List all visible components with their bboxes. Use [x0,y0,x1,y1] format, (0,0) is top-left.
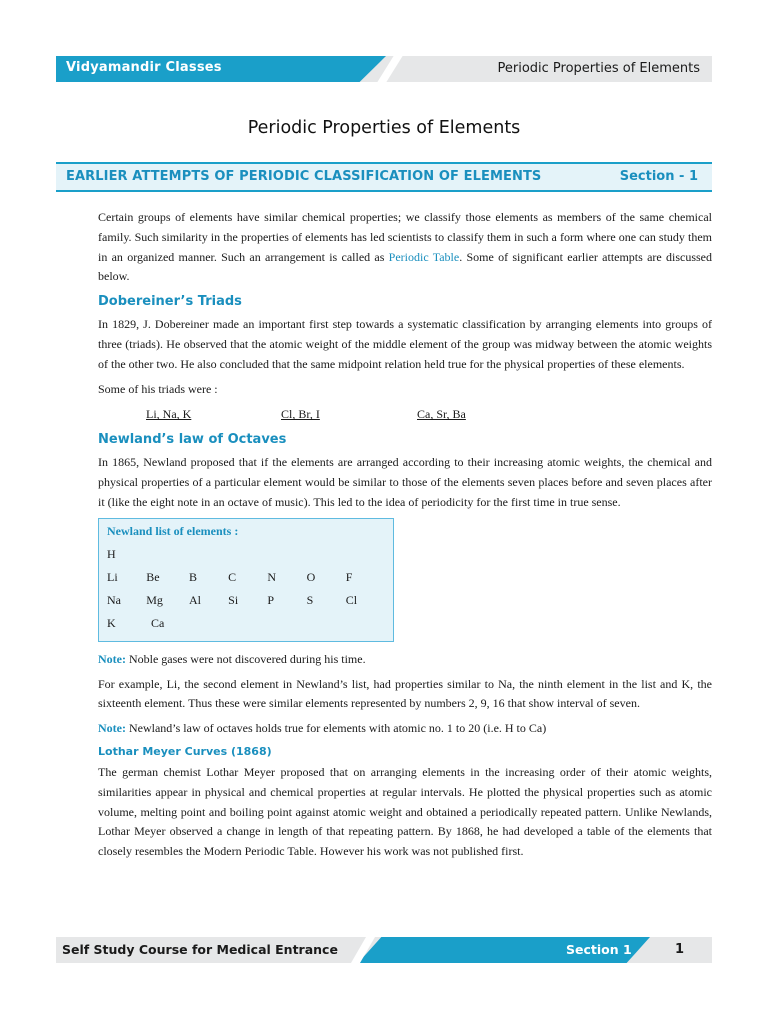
section-number: Section - 1 [619,169,698,184]
note-text: Noble gases were not discovered during his time. [125,651,366,666]
header-topic: Periodic Properties of Elements [497,61,700,76]
element-symbol: Ca [151,615,165,630]
triads-list [146,407,712,422]
newland-row [107,612,385,635]
lothar-heading: Lothar Meyer Curves (1868) [98,744,272,758]
page-footer [56,937,712,963]
element-symbol: Mg [146,592,163,607]
section-bar [56,162,712,192]
page-title: Periodic Properties of Elements [247,118,521,138]
periodic-table-term: Periodic Table [388,249,460,264]
triad-item: Cl, Br, I [281,407,320,422]
element-symbol: Na [107,592,121,607]
element-symbol: Si [228,592,239,607]
note-octaves [98,719,712,739]
footer-course: Self Study Course for Medical Entrance [62,942,338,957]
intro-paragraph [98,208,712,287]
newland-paragraph: In 1865, Newland proposed that if the elements are arranged according to their increasing atomic weights, the chemical and physical properties of a particular element would be similar to those of the elements seven places before and seven places after it (like the eight note in an octave of music). This led to the idea of periodicity for the first time in true sense. [98,455,712,509]
element-symbol: Li [107,569,118,584]
element-symbol: Be [146,569,160,584]
newland-list-title: Newland list of elements : [107,523,239,538]
note-noble-gases [98,650,712,670]
page-number: 1 [674,942,684,957]
element-symbol: O [306,569,316,584]
element-symbol: B [188,569,197,584]
note-text: Newland’s law of octaves holds true for elements with atomic no. 1 to 20 (i.e. H to Ca) [125,721,547,736]
intro-text: Certain groups of elements have similar chemical properties; we classify those elements as members of the same chemical family. Such similarity in the properties of elements has led scientists to classify them in such a form where one can study them in an organized manner. Such an arrangement is called as [98,210,712,264]
newland-row [107,543,385,566]
newland-example: For example, Li, the second element in Newland’s list, had properties similar to Na, the ninth element in the list and K, the sixteenth element. Thus these were similar elements represented by numbers 2, 9, 16 that show interval of seven. [98,676,712,711]
newland-row [107,589,385,612]
triad-item: Ca, Sr, Ba [417,407,466,422]
intro-text-end: . Some of significant earlier attempts are discussed below. [98,249,712,284]
newland-heading: Newland’s law of Octaves [98,432,287,448]
dobereiner-heading: Dobereiner’s Triads [98,294,242,310]
newland-list-box [98,518,394,642]
element-symbol: P [267,592,275,607]
lothar-paragraph: The german chemist Lothar Meyer proposed that on arranging elements in the increasing order of their atomic weights, similarities appear in physical and chemical properties at regular intervals. He plotted the physical properties such as atomic volume, melting point and boiling point against atomic weight and obtained a periodically repeated pattern. Unlike Newlands, Lothar Meyer observed a change in length of that repeating pattern. By 1868, he had developed a table of the elements that closely resembles the Modern Periodic Table. However his work was not published first. [98,764,712,859]
newland-row [107,566,385,589]
element-symbol: C [228,569,237,584]
element-symbol: N [267,569,277,584]
triads-intro: Some of his triads were : [98,381,218,396]
section-title: EARLIER ATTEMPTS OF PERIODIC CLASSIFICATION OF ELEMENTS [66,169,542,184]
element-symbol: Al [188,592,201,607]
element-symbol: F [345,569,353,584]
note-label: Note: [98,721,126,736]
header-brand: Vidyamandir Classes [66,60,222,75]
footer-section: Section 1 [566,942,632,957]
triad-item: Li, Na, K [146,407,192,422]
element-symbol: S [306,592,314,607]
element-symbol: K [107,615,116,630]
note-label: Note: [98,651,126,666]
element-symbol: H [107,546,116,561]
dobereiner-paragraph: In 1829, J. Dobereiner made an important first step towards a systematic classification by arranging elements into groups of three (triads). He observed that the atomic weight of the middle element of the group was midway between the atomic weights of the other two. He also concluded that the same midpoint relation held true for the physical properties of these elements. [98,317,712,371]
page-header [56,56,712,82]
main-content [98,208,712,867]
element-symbol: Cl [345,592,358,607]
